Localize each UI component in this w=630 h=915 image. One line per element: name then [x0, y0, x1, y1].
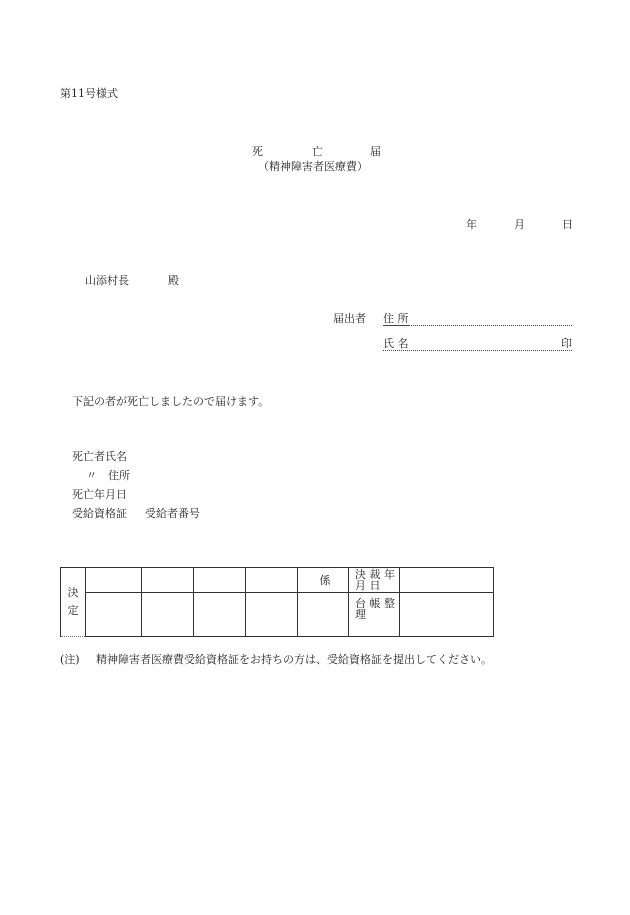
seal-mark: 印 [561, 337, 572, 350]
notifier-name-line [383, 350, 572, 351]
notifier-address-line [383, 325, 572, 326]
decision-ketsu-char: 決 [67, 586, 79, 599]
stamp-cell [142, 568, 194, 593]
notifier-label: 届出者 [333, 312, 366, 325]
stamp-cell [194, 593, 246, 637]
decision-date-label: 決 裁 年 月 日 [349, 568, 400, 593]
date-day-label: 日 [562, 218, 573, 231]
ledger-label: 台 帳 整 理 [349, 593, 400, 637]
title-char-bou: 亡 [312, 145, 323, 158]
stamp-cell [194, 568, 246, 593]
field-certificate: 受給資格証 [72, 507, 127, 520]
field-ditto-mark: 〃 [86, 469, 97, 482]
field-address: 住所 [108, 469, 130, 482]
title-char-todoke: 届 [370, 145, 381, 158]
document-subtitle: （精神障害者医療費） [258, 160, 368, 173]
stamp-cell [142, 593, 194, 637]
decision-header-cell [61, 568, 86, 637]
addressee-honorific: 殿 [168, 274, 179, 287]
note-label: (注) [60, 653, 80, 666]
field-death-date: 死亡年月日 [72, 488, 127, 501]
kakari-stamp-cell [298, 593, 349, 637]
date-year-label: 年 [466, 218, 477, 231]
date-month-label: 月 [514, 218, 525, 231]
note-text: 精神障害者医療費受給資格証をお持ちの方は、受給資格証を提出してください。 [96, 653, 492, 666]
field-deceased-name: 死亡者氏名 [72, 450, 127, 463]
decision-date-value [400, 568, 494, 593]
form-number: 第11号様式 [60, 87, 118, 100]
decision-table [60, 567, 573, 637]
notifier-address-label: 住 所 [383, 312, 409, 325]
ledger-value [400, 593, 494, 637]
document-title [0, 143, 630, 157]
notifier-name-label: 氏 名 [383, 337, 409, 350]
stamp-cell [246, 593, 298, 637]
decision-tei-char: 定 [67, 604, 79, 617]
stamp-cell [86, 568, 142, 593]
field-recipient-number: 受給者番号 [145, 507, 200, 520]
stamp-cell [86, 593, 142, 637]
kakari-label: 係 [298, 568, 349, 593]
addressee-name: 山添村長 [85, 274, 129, 287]
statement-text: 下記の者が死亡しましたので届けます。 [72, 395, 270, 408]
stamp-cell [246, 568, 298, 593]
title-char-shi: 死 [252, 145, 263, 158]
